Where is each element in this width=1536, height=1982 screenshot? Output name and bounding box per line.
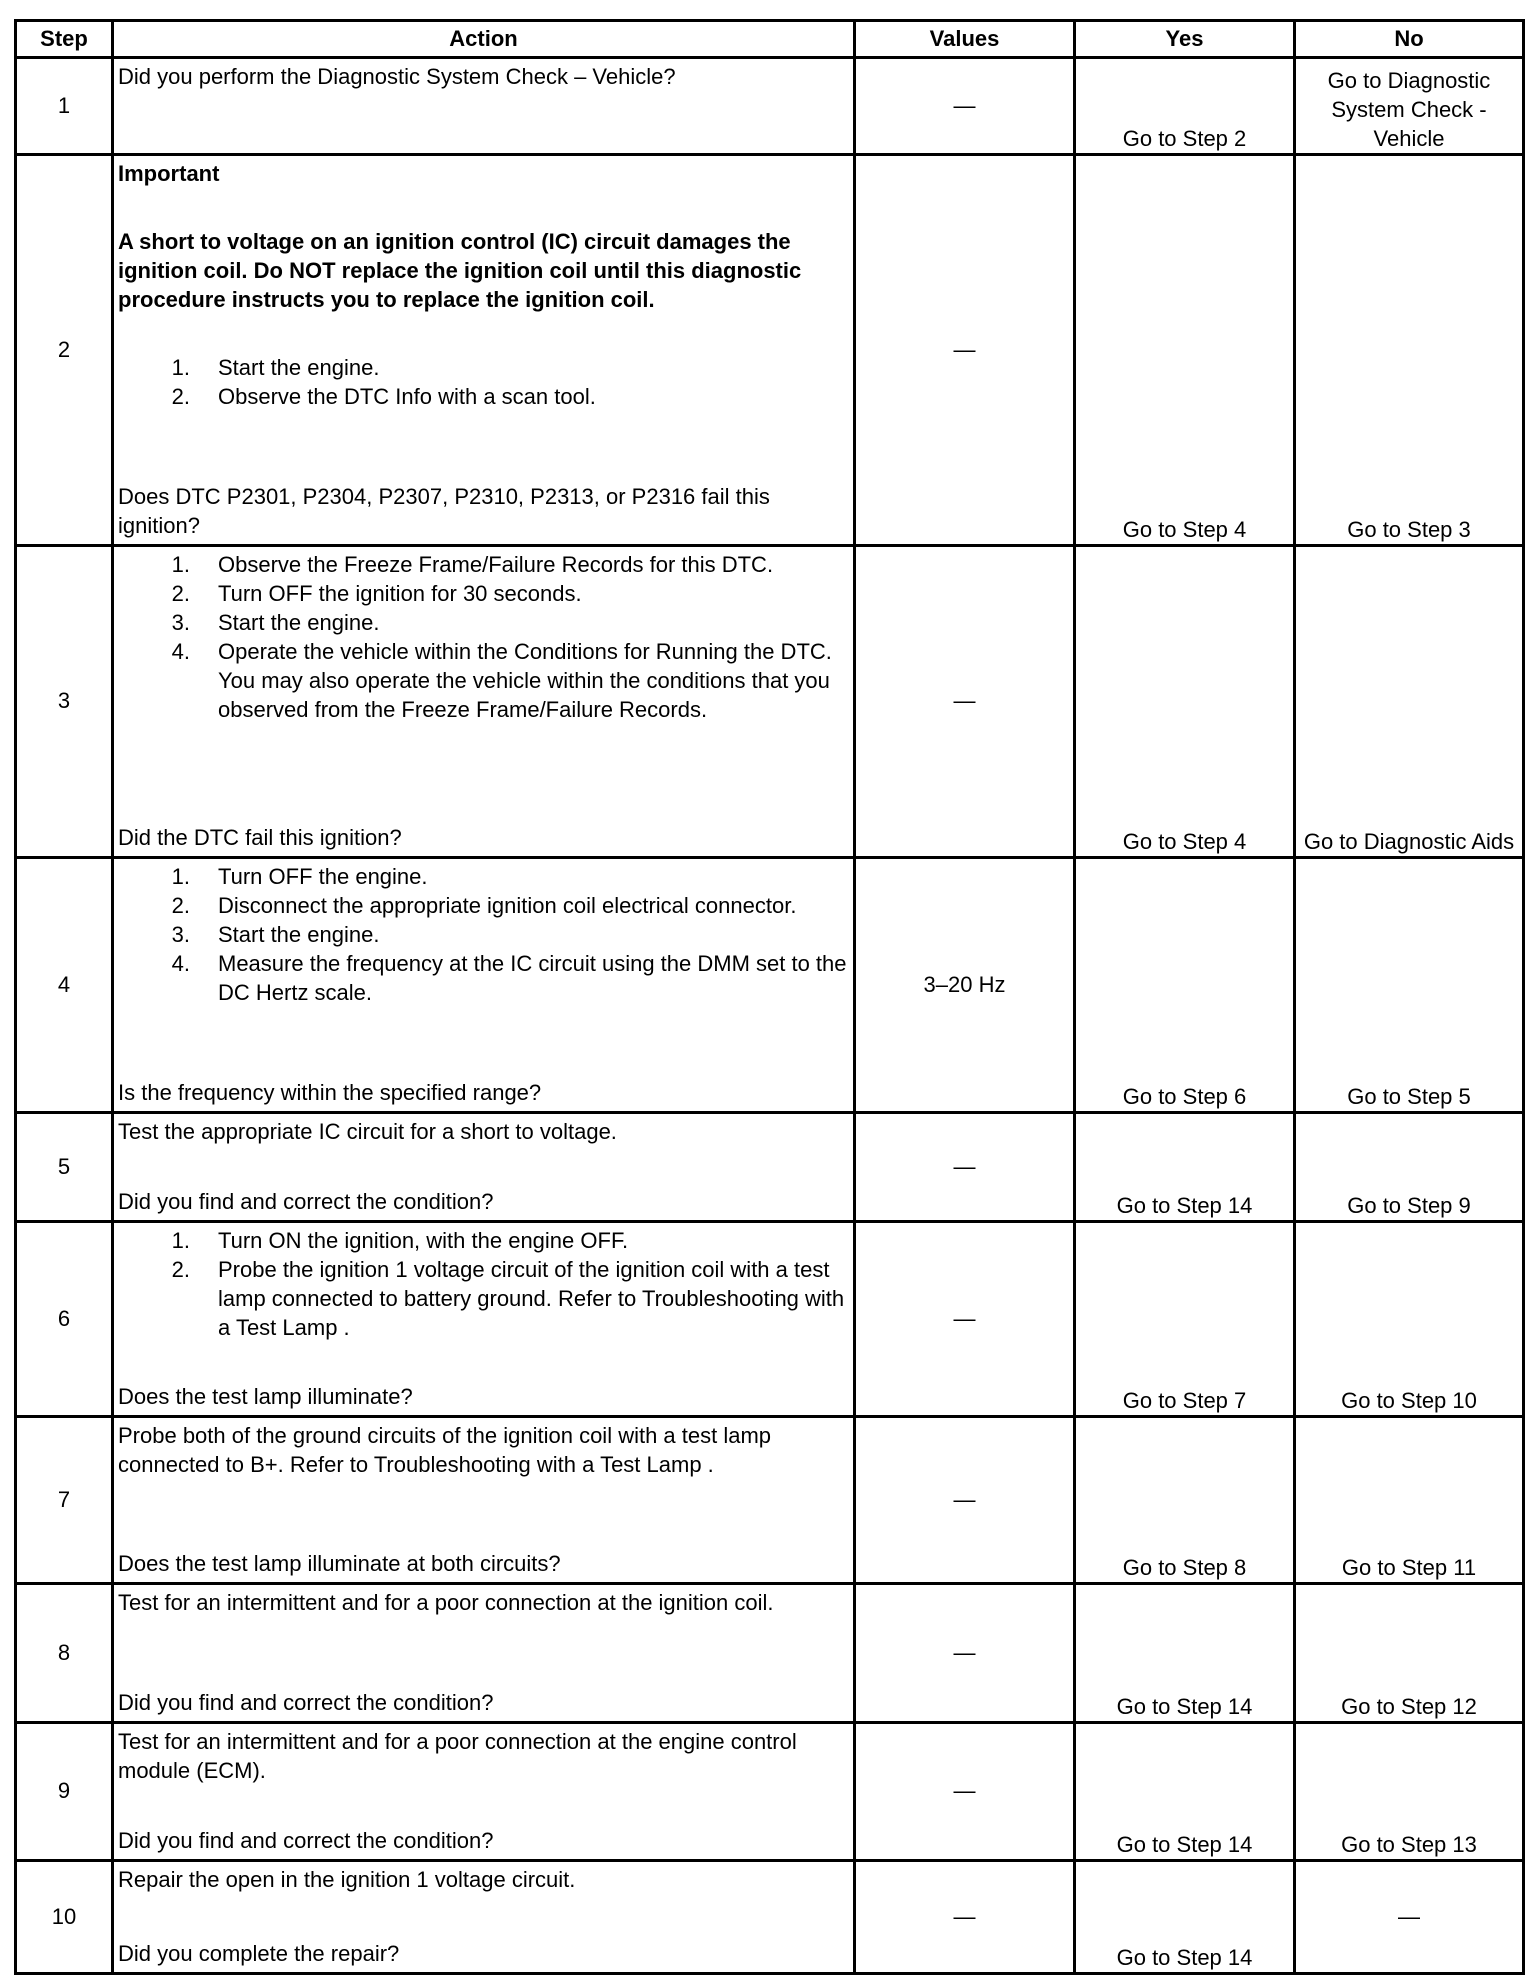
no-cell	[1295, 58, 1524, 155]
yes-cell: Go to Step 7	[1075, 1221, 1295, 1416]
list-number: 4.	[171, 638, 190, 664]
list-number: 2.	[171, 580, 190, 606]
value-cell: —	[855, 1584, 1075, 1722]
table-row	[16, 1722, 1524, 1860]
value-cell: —	[855, 1417, 1075, 1584]
list-item	[118, 949, 849, 1007]
no-cell: Go to Step 9	[1295, 1112, 1524, 1221]
list-number: 1.	[171, 551, 190, 577]
header-action: Action	[113, 21, 855, 58]
no-cell: Go to Step 3	[1295, 155, 1524, 546]
question-text: Does the test lamp illuminate at both circuits?	[118, 1551, 561, 1577]
action-text: Probe both of the ground circuits of the ignition coil with a test lamp connected to B+. Refer to Troubleshooting with a Test Lamp .	[118, 1423, 772, 1478]
value-cell: —	[855, 1221, 1075, 1416]
list-item	[118, 862, 849, 891]
step-number: 4	[16, 858, 113, 1112]
list-number: 3.	[171, 922, 190, 948]
yes-cell: Go to Step 8	[1075, 1417, 1295, 1584]
list-text: Observe the DTC Info with a scan tool.	[218, 384, 596, 410]
question-text: Did you find and correct the condition?	[118, 1188, 494, 1214]
value-cell: 3–20 Hz	[855, 858, 1075, 1112]
value-cell: —	[855, 155, 1075, 546]
table-row	[16, 1417, 1524, 1584]
step-number: 9	[16, 1722, 113, 1860]
value-cell: —	[855, 1112, 1075, 1221]
value-cell: —	[855, 1860, 1075, 1973]
list-item	[118, 1226, 849, 1255]
table-row	[16, 858, 1524, 1112]
action-cell	[113, 545, 855, 857]
yes-cell: Go to Step 14	[1075, 1860, 1295, 1973]
question-text: Is the frequency within the specified range?	[118, 1079, 542, 1105]
important-title: Important	[118, 161, 220, 187]
question-text: Does DTC P2301, P2304, P2307, P2310, P2313, or P2316 fail this ignition?	[118, 483, 770, 538]
action-cell	[113, 1860, 855, 1973]
list-text: Operate the vehicle within the Conditions for Running the DTC. You may also operate the vehicle within the conditions that you observed from the Freeze Frame/Failure Records.	[218, 638, 832, 722]
yes-cell: Go to Step 6	[1075, 858, 1295, 1112]
no-cell: Go to Step 13	[1295, 1722, 1524, 1860]
list-text: Disconnect the appropriate ignition coil electrical connector.	[218, 893, 797, 919]
list-item	[118, 550, 849, 579]
action-cell	[113, 58, 855, 155]
no-cell: Go to Step 11	[1295, 1417, 1524, 1584]
action-cell	[113, 1112, 855, 1221]
step-number: 2	[16, 155, 113, 546]
step-number: 6	[16, 1221, 113, 1416]
header-yes: Yes	[1075, 21, 1295, 58]
diagnostic-table	[14, 19, 1525, 1975]
action-text: Did you perform the Diagnostic System Check – Vehicle?	[118, 64, 676, 89]
header-row	[16, 21, 1524, 58]
action-text: Test the appropriate IC circuit for a short to voltage.	[118, 1118, 617, 1144]
step-number: 7	[16, 1417, 113, 1584]
no-cell: Go to Step 5	[1295, 858, 1524, 1112]
list-number: 2.	[171, 893, 190, 919]
table-row	[16, 1860, 1524, 1973]
table-row	[16, 1221, 1524, 1416]
yes-cell: Go to Step 4	[1075, 545, 1295, 857]
question-text: Did you complete the repair?	[118, 1941, 400, 1966]
table-row	[16, 545, 1524, 857]
question-text: Did you find and correct the condition?	[118, 1827, 494, 1853]
value-cell: —	[855, 1722, 1075, 1860]
yes-cell: Go to Step 2	[1075, 58, 1295, 155]
no-cell	[1295, 545, 1524, 857]
list-item	[118, 1255, 849, 1342]
procedure-list	[114, 859, 853, 1007]
list-item	[118, 353, 849, 382]
no-cell: Go to Step 10	[1295, 1221, 1524, 1416]
yes-cell: Go to Step 14	[1075, 1722, 1295, 1860]
action-cell	[113, 1584, 855, 1722]
list-item	[118, 920, 849, 949]
list-item	[118, 891, 849, 920]
list-number: 1.	[171, 864, 190, 890]
value-cell: —	[855, 545, 1075, 857]
procedure-list	[114, 314, 853, 411]
header-step: Step	[16, 21, 113, 58]
list-item	[118, 637, 849, 724]
procedure-list	[114, 547, 853, 724]
yes-cell: Go to Step 14	[1075, 1112, 1295, 1221]
list-text: Turn OFF the engine.	[218, 864, 428, 890]
question-text: Did you find and correct the condition?	[118, 1689, 494, 1715]
step-number: 8	[16, 1584, 113, 1722]
list-number: 1.	[171, 355, 190, 381]
list-number: 3.	[171, 609, 190, 635]
no-cell: —	[1295, 1860, 1524, 1973]
step-number: 10	[16, 1860, 113, 1973]
header-values: Values	[855, 21, 1075, 58]
list-number: 2.	[171, 1256, 190, 1282]
action-cell	[113, 1221, 855, 1416]
list-text: Turn OFF the ignition for 30 seconds.	[218, 580, 582, 606]
action-text: Test for an intermittent and for a poor connection at the engine control module (ECM).	[118, 1728, 797, 1783]
list-text: Start the engine.	[218, 355, 380, 381]
list-item	[118, 382, 849, 411]
table-row	[16, 155, 1524, 546]
header-no: No	[1295, 21, 1524, 58]
list-text: Measure the frequency at the IC circuit using the DMM set to the DC Hertz scale.	[218, 951, 847, 1006]
action-text: Test for an intermittent and for a poor connection at the ignition coil.	[118, 1590, 774, 1616]
list-text: Probe the ignition 1 voltage circuit of the ignition coil with a test lamp connected to battery ground. Refer to Troubleshooting with a Test Lamp .	[218, 1256, 845, 1340]
no-cell: Go to Step 12	[1295, 1584, 1524, 1722]
list-number: 2.	[171, 384, 190, 410]
procedure-list	[114, 1223, 853, 1342]
step-number: 1	[16, 58, 113, 155]
important-text: A short to voltage on an ignition control (IC) circuit damages the ignition coil. Do NOT replace the ignition coil until this diagnostic procedure instructs you to replace the ignition coil.	[118, 229, 802, 313]
action-cell	[113, 155, 855, 546]
question-text: Does the test lamp illuminate?	[118, 1384, 413, 1410]
value-cell: —	[855, 58, 1075, 155]
step-number: 3	[16, 545, 113, 857]
table-row	[16, 58, 1524, 155]
action-cell	[113, 1417, 855, 1584]
question-text: Did the DTC fail this ignition?	[118, 825, 402, 851]
step-number: 5	[16, 1112, 113, 1221]
action-cell	[113, 858, 855, 1112]
yes-cell: Go to Step 14	[1075, 1584, 1295, 1722]
no-text: Go to Diagnostic Aids	[1303, 829, 1515, 855]
list-text: Turn ON the ignition, with the engine OFF.	[218, 1227, 629, 1253]
table-row	[16, 1584, 1524, 1722]
table-row	[16, 1112, 1524, 1221]
list-number: 4.	[171, 951, 190, 977]
list-text: Start the engine.	[218, 609, 380, 635]
action-cell	[113, 1722, 855, 1860]
list-text: Start the engine.	[218, 922, 380, 948]
action-text: Repair the open in the ignition 1 voltage circuit.	[118, 1866, 576, 1892]
yes-cell: Go to Step 4	[1075, 155, 1295, 546]
list-item	[118, 608, 849, 637]
list-item	[118, 579, 849, 608]
list-text: Observe the Freeze Frame/Failure Records for this DTC.	[218, 551, 774, 577]
no-text: Go to Diagnostic System Check - Vehicle	[1327, 68, 1491, 152]
list-number: 1.	[171, 1227, 190, 1253]
